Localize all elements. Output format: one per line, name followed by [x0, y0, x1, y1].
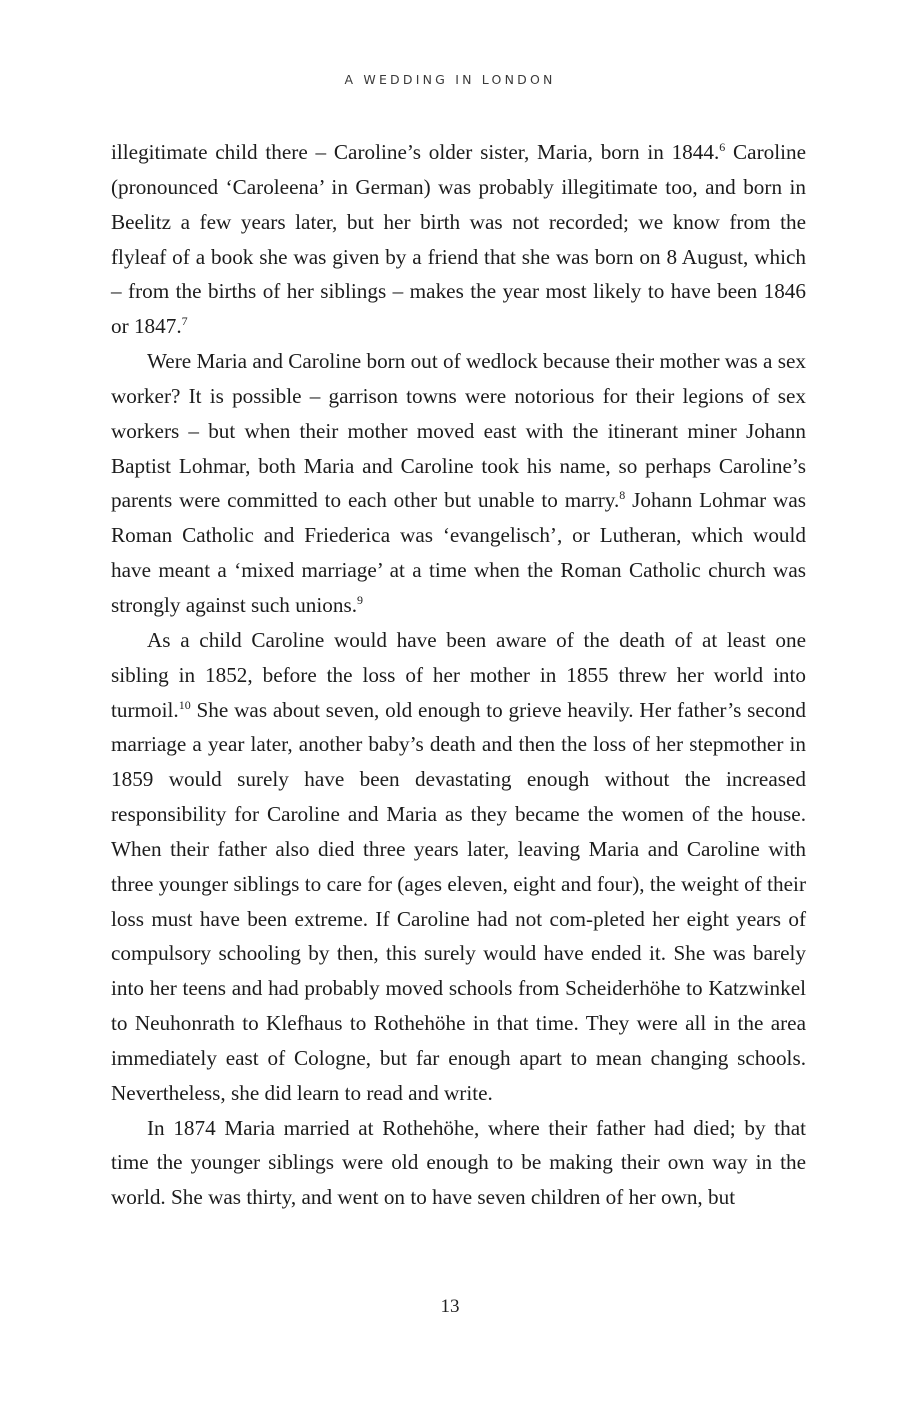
- footnote-ref: 10: [178, 697, 191, 712]
- paragraph-text: As a child Caroline would have been aware of the death of at least one sibling in 1852, before the loss of her mother in 1855 threw her world into turmoil.: [111, 627, 806, 722]
- paragraph: [111, 135, 806, 344]
- paragraph: [111, 623, 806, 1111]
- page-number: 13: [440, 1296, 460, 1317]
- paragraph: [111, 344, 806, 623]
- footnote-ref: 8: [619, 488, 626, 503]
- paragraph-text: illegitimate child there – Caroline’s older sister, Maria, born in 1844.: [111, 140, 720, 164]
- footnote-ref: 6: [719, 140, 726, 154]
- footnote-ref: 7: [181, 314, 188, 329]
- running-head: A WEDDING IN LONDON: [344, 72, 556, 87]
- paragraph-text: She was about seven, old enough to grieve heavily. Her father’s second marriage a year later, another baby’s death and then the loss of her stepmother in 1859 would surely have been devastating enough without the increased responsibility for Caroline and Maria as they became the women of the house. When their father also died three years later, leaving Maria and Caroline with three younger siblings to care for (ages eleven, eight and four), the weight of their loss must have been extreme. If Caroline had not com-pleted her eight years of compulsory schooling by then, this surely would have ended it. She was barely into her teens and had probably moved schools from Scheiderhöhe to Katzwinkel to Neuhonrath to Klefhaus to Rothehöhe in that time. They were all in the area immediately east of Cologne, but far enough apart to mean changing schools. Nevertheless, she did learn to read and write.: [111, 697, 806, 1105]
- paragraph-text: Caroline (pronounced ‘Caroleena’ in German) was probably illegitimate too, and born in Beelitz a few years later, but her birth was not recorded; we know from the flyleaf of a book she was given by a friend that she was born on 8 August, which – from the births of her siblings – makes the year most likely to have been 1846 or 1847.: [111, 140, 806, 339]
- paragraph-text: Johann Lohmar was Roman Catholic and Friederica was ‘evangelisch’, or Lutheran, which would have meant a ‘mixed marriage’ at a time when the Roman Catholic church was strongly against such unions.: [111, 488, 806, 617]
- paragraph-text: In 1874 Maria married at Rothehöhe, where their father had died; by that time the younger siblings were old enough to be making their own way in the world. She was thirty, and went on to have seven children of her own, but: [111, 1115, 806, 1210]
- paragraph: [111, 1111, 806, 1216]
- footnote-ref: 9: [357, 592, 363, 607]
- body-text: [111, 135, 806, 1215]
- paragraph-text: Were Maria and Caroline born out of wedlock because their mother was a sex worker? It is possible – garrison towns were notorious for their legions of sex workers – but when their mother moved east with the itinerant miner Johann Baptist Lohmar, both Maria and Caroline took his name, so perhaps Caroline’s parents were committed to each other but unable to marry.: [111, 349, 806, 513]
